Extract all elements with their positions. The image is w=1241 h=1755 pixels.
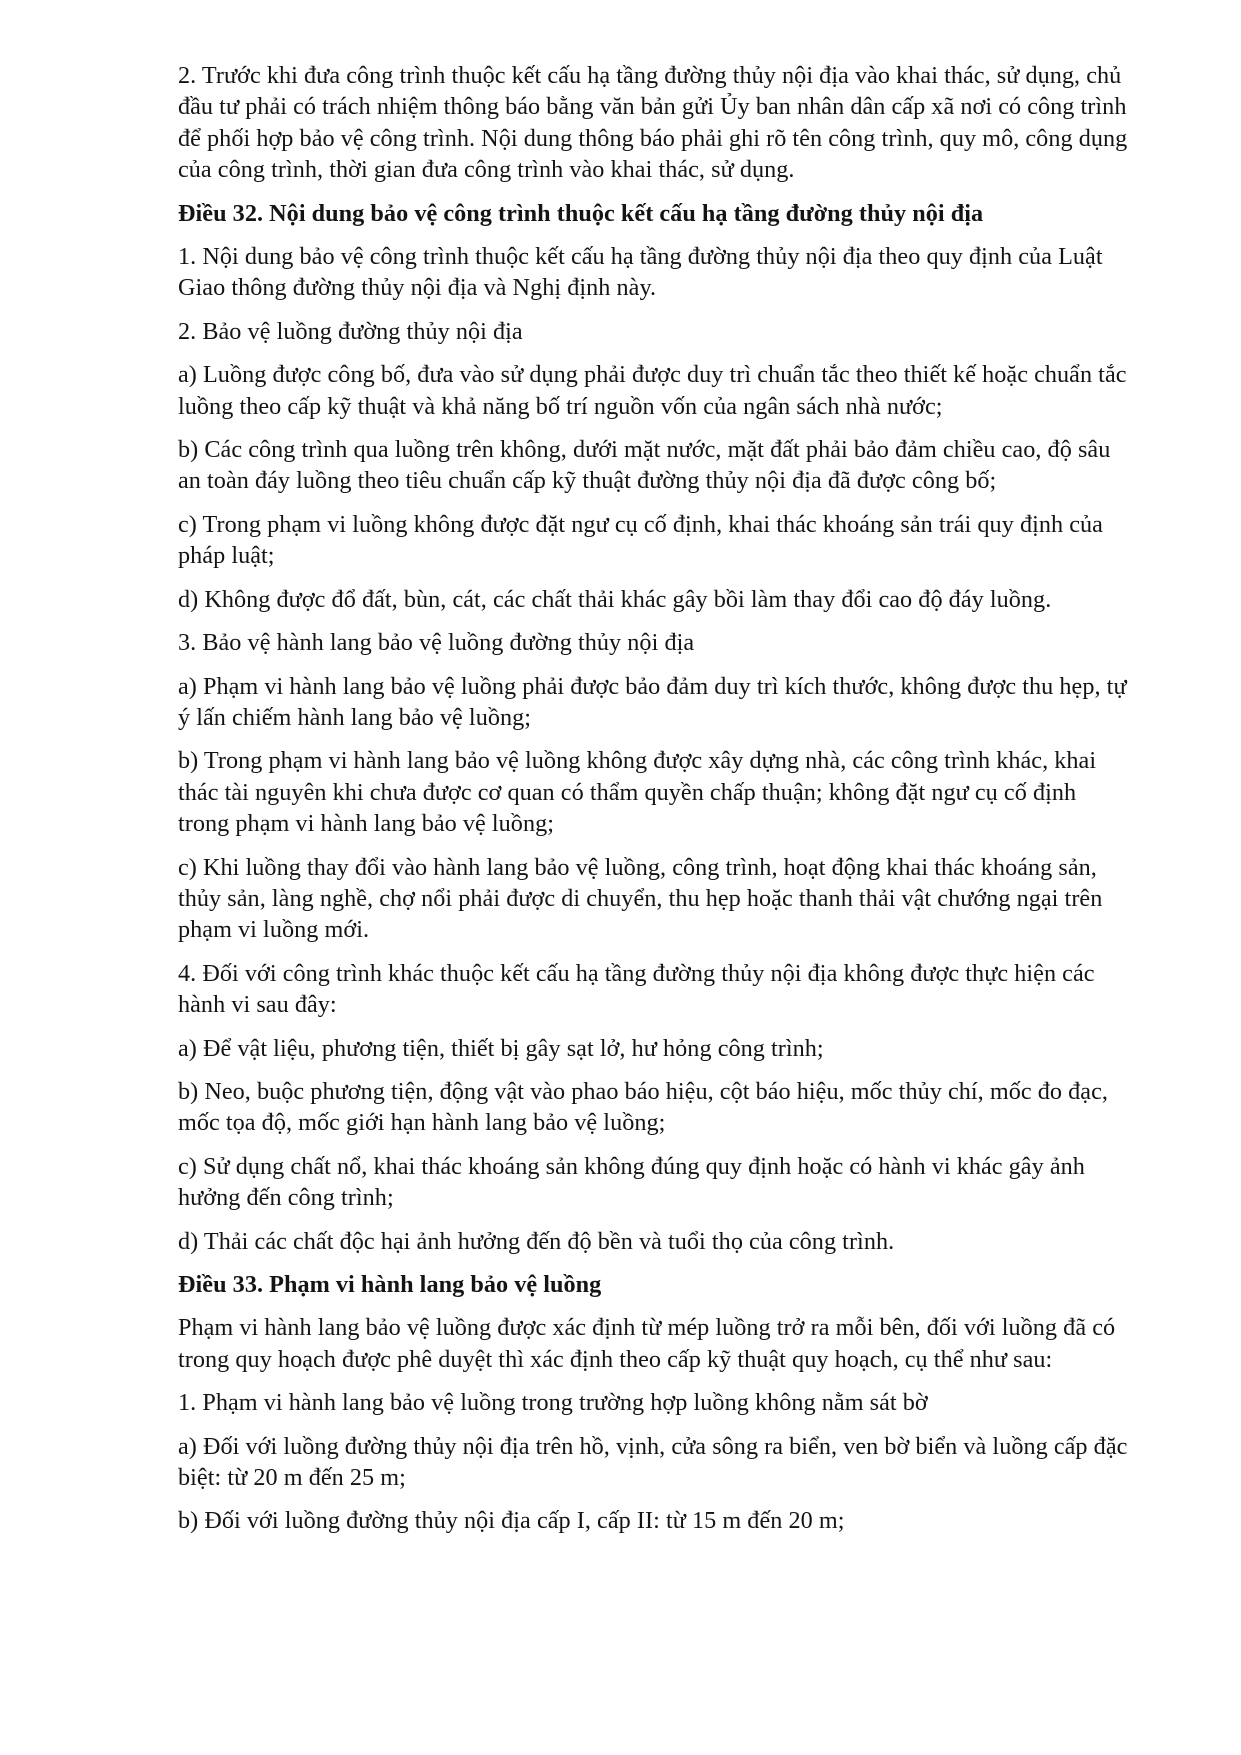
article-33-clause-1: 1. Phạm vi hành lang bảo vệ luồng trong trường hợp luồng không nằm sát bờ [178, 1389, 928, 1417]
article-32-clause-4a: a) Để vật liệu, phương tiện, thiết bị gây sạt lở, hư hỏng công trình; [178, 1034, 824, 1062]
article-32-heading: Điều 32. Nội dung bảo vệ công trình thuộc kết cấu hạ tầng đường thủy nội địa [178, 199, 984, 227]
article-32-clause-2b: b) Các công trình qua luồng trên không, dưới mặt nước, mặt đất phải bảo đảm chiều cao, độ sâu an toàn đáy luồng theo tiêu chuẩn cấp kỹ thuật đường thủy nội địa đã được công bố; [178, 436, 1111, 495]
article-32-clause-2d: d) Không được đổ đất, bùn, cát, các chất thải khác gây bồi làm thay đổi cao độ đáy luồng. [178, 585, 1052, 613]
article-32-clause-2a: a) Luồng được công bố, đưa vào sử dụng phải được duy trì chuẩn tắc theo thiết kế hoặc chuẩn tắc luồng theo cấp kỹ thuật và khả năng bố trí nguồn vốn của ngân sách nhà nước; [178, 361, 1127, 420]
article-32-clause-4b: b) Neo, buộc phương tiện, động vật vào phao báo hiệu, cột báo hiệu, mốc thủy chí, mốc đo đạc, mốc tọa độ, mốc giới hạn hành lang bảo vệ luồng; [178, 1077, 1108, 1137]
article-32-clause-4d: d) Thải các chất độc hại ảnh hưởng đến độ bền và tuổi thọ của công trình. [178, 1227, 895, 1255]
article-33-clause-1b: b) Đối với luồng đường thủy nội địa cấp I, cấp II: từ 15 m đến 20 m; [178, 1507, 845, 1535]
article-32-clause-3a: a) Phạm vi hành lang bảo vệ luồng phải được bảo đảm duy trì kích thước, không được thu hẹp, tự ý lấn chiếm hành lang bảo vệ luồng; [178, 672, 1127, 731]
article-32-clause-2: 2. Bảo vệ luồng đường thủy nội địa [178, 317, 523, 345]
article-32-clause-3: 3. Bảo vệ hành lang bảo vệ luồng đường thủy nội địa [178, 629, 695, 657]
article-33-intro: Phạm vi hành lang bảo vệ luồng được xác định từ mép luồng trở ra mỗi bên, đối với luồng đã có trong quy hoạch được phê duyệt thì xác định theo cấp kỹ thuật quy hoạch, cụ thể như sau: [178, 1314, 1116, 1373]
article-32-clause-1: 1. Nội dung bảo vệ công trình thuộc kết cấu hạ tầng đường thủy nội địa theo quy định của Luật Giao thông đường thủy nội địa và Nghị định này. [178, 243, 1103, 302]
article-32-clause-3b: b) Trong phạm vi hành lang bảo vệ luồng không được xây dựng nhà, các công trình khác, khai thác tài nguyên khi chưa được cơ quan có thẩm quyền chấp thuận; không đặt ngư cụ cố định trong phạm vi hành lang bảo vệ luồng; [178, 747, 1097, 838]
article-32-clause-2c: c) Trong phạm vi luồng không được đặt ngư cụ cố định, khai thác khoáng sản trái quy định của pháp luật; [178, 510, 1103, 570]
article-32-clause-3c: c) Khi luồng thay đổi vào hành lang bảo vệ luồng, công trình, hoạt động khai thác khoáng sản, thủy sản, làng nghề, chợ nổi phải được di chuyển, thu hẹp hoặc thanh thải vật chướng ngại trên phạm vi luồng mới. [178, 853, 1103, 944]
paragraph-2: 2. Trước khi đưa công trình thuộc kết cấu hạ tầng đường thủy nội địa vào khai thác, sử dụng, chủ đầu tư phải có trách nhiệm thông báo bằng văn bản gửi Ủy ban nhân dân cấp xã nơi có công trình để phối hợp bảo vệ công trình. Nội dung thông báo phải ghi rõ tên công trình, quy mô, công dụng của công trình, thời gian đưa công trình vào khai thác, sử dụng. [178, 62, 1128, 184]
article-32-clause-4: 4. Đối với công trình khác thuộc kết cấu hạ tầng đường thủy nội địa không được thực hiện các hành vi sau đây: [178, 959, 1095, 1019]
article-33-clause-1a: a) Đối với luồng đường thủy nội địa trên hồ, vịnh, cửa sông ra biển, ven bờ biển và luồng cấp đặc biệt: từ 20 m đến 25 m; [178, 1432, 1128, 1492]
article-32-clause-4c: c) Sử dụng chất nổ, khai thác khoáng sản không đúng quy định hoặc có hành vi khác gây ảnh hưởng đến công trình; [178, 1152, 1085, 1212]
article-33-heading: Điều 33. Phạm vi hành lang bảo vệ luồng [178, 1271, 602, 1298]
document-body [178, 60, 1130, 1549]
